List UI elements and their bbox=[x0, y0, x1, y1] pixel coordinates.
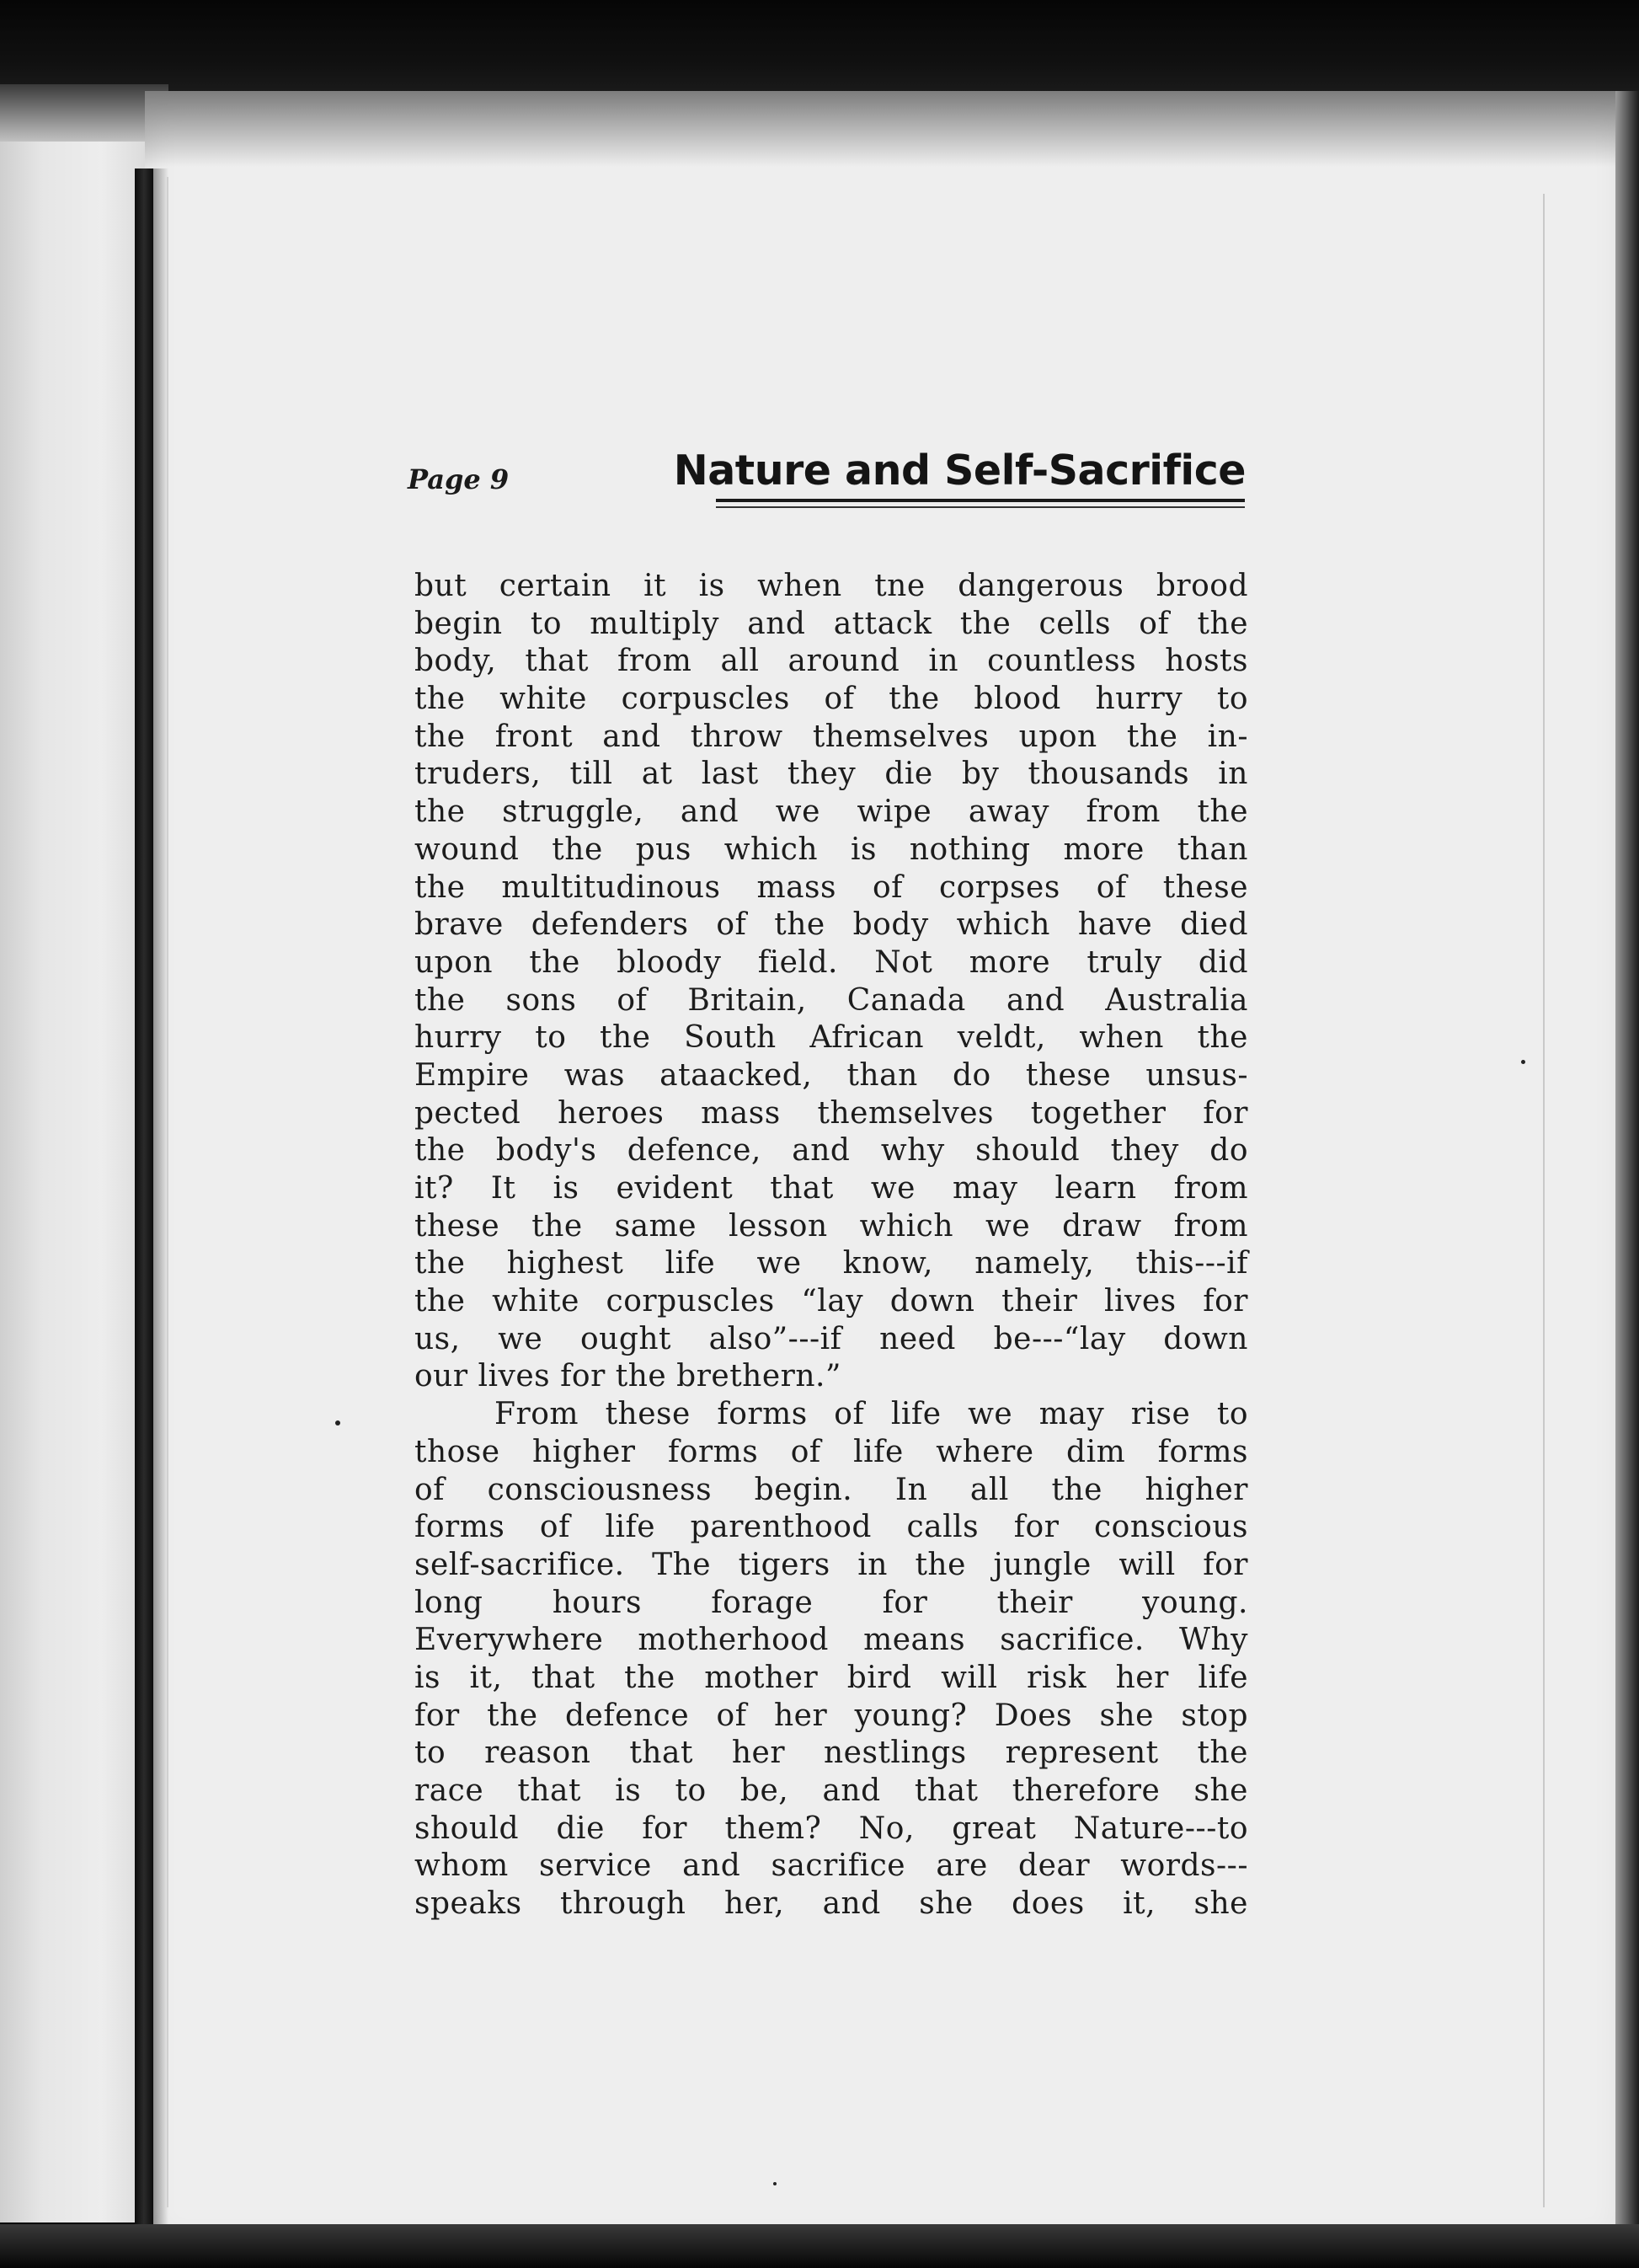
scan-speck bbox=[1521, 1060, 1525, 1064]
text-line: whom service and sacrifice are dear words--- bbox=[414, 1848, 1248, 1884]
paragraph-start-line: From these forms of life we may rise to bbox=[494, 1397, 1248, 1432]
text-line: Empire was ataacked, than do these unsus- bbox=[414, 1057, 1248, 1093]
text-line: wound the pus which is nothing more than bbox=[414, 832, 1248, 867]
text-line: it? It is evident that we may learn from bbox=[414, 1171, 1248, 1206]
book-spine bbox=[135, 168, 153, 2258]
text-line: hurry to the South African veldt, when the bbox=[414, 1020, 1248, 1056]
scan-speck bbox=[773, 2182, 777, 2185]
text-line: us, we ought also”---if need be---“lay down bbox=[414, 1321, 1248, 1356]
text-line: but certain it is when tne dangerous brood bbox=[414, 569, 1248, 603]
text-line: upon the bloody field. Not more truly did bbox=[414, 944, 1248, 980]
scan-top-border bbox=[0, 0, 1639, 93]
scan-speck bbox=[335, 1420, 340, 1426]
text-line: those higher forms of life where dim forms bbox=[414, 1434, 1248, 1469]
text-line: brave defenders of the body which have died bbox=[414, 907, 1248, 943]
page-right-edge-line bbox=[1543, 194, 1545, 2207]
text-line: the struggle, and we wipe away from the bbox=[414, 794, 1248, 830]
header-rule-thick bbox=[716, 499, 1245, 502]
text-line: long hours forage for their young. bbox=[414, 1585, 1248, 1620]
text-line: the white corpuscles of the blood hurry to bbox=[414, 682, 1248, 717]
text-line: speaks through her, and she does it, she bbox=[414, 1886, 1248, 1922]
running-title: Nature and Self-Sacrifice bbox=[673, 447, 1246, 495]
scan-bottom-border bbox=[0, 2224, 1639, 2268]
text-line: the body's defence, and why should they do bbox=[414, 1133, 1248, 1169]
text-line: is it, that the mother bird will risk her life bbox=[414, 1660, 1248, 1695]
text-line: body, that from all around in countless hosts bbox=[414, 644, 1248, 679]
text-line: begin to multiply and attack the cells of the bbox=[414, 606, 1248, 641]
scan-right-border bbox=[1615, 91, 1639, 2248]
left-page-sliver bbox=[0, 142, 145, 2223]
text-line: of consciousness begin. In all the higher bbox=[414, 1472, 1248, 1507]
paragraph-end-line: our lives for the brethern.” bbox=[414, 1359, 841, 1394]
text-line: truders, till at last they die by thousands in bbox=[414, 757, 1248, 792]
text-line: the sons of Britain, Canada and Australia bbox=[414, 982, 1248, 1018]
text-line: Everywhere motherhood means sacrifice. Why bbox=[414, 1623, 1248, 1658]
text-line: to reason that her nestlings represent the bbox=[414, 1736, 1248, 1771]
text-line: forms of life parenthood calls for conscious bbox=[414, 1510, 1248, 1545]
page-top-shadow bbox=[145, 91, 1626, 167]
text-line: self-sacrifice. The tigers in the jungle will for bbox=[414, 1547, 1248, 1582]
text-line: the front and throw themselves upon the in- bbox=[414, 719, 1248, 754]
text-line: race that is to be, and that therefore she bbox=[414, 1773, 1248, 1808]
body-text bbox=[414, 568, 1248, 1923]
text-line: for the defence of her young? Does she stop bbox=[414, 1698, 1248, 1733]
page-left-edge-line bbox=[167, 177, 168, 2207]
page-number: Page 9 bbox=[408, 463, 510, 495]
text-line: the white corpuscles “lay down their lives for bbox=[414, 1284, 1248, 1319]
text-line: pected heroes mass themselves together for bbox=[414, 1095, 1248, 1131]
text-line: the multitudinous mass of corpses of these bbox=[414, 869, 1248, 905]
text-line: the highest life we know, namely, this---if bbox=[414, 1246, 1248, 1281]
header-rule-thin bbox=[716, 506, 1245, 508]
text-line: should die for them? No, great Nature---to bbox=[414, 1811, 1248, 1846]
text-line: these the same lesson which we draw from bbox=[414, 1208, 1248, 1244]
